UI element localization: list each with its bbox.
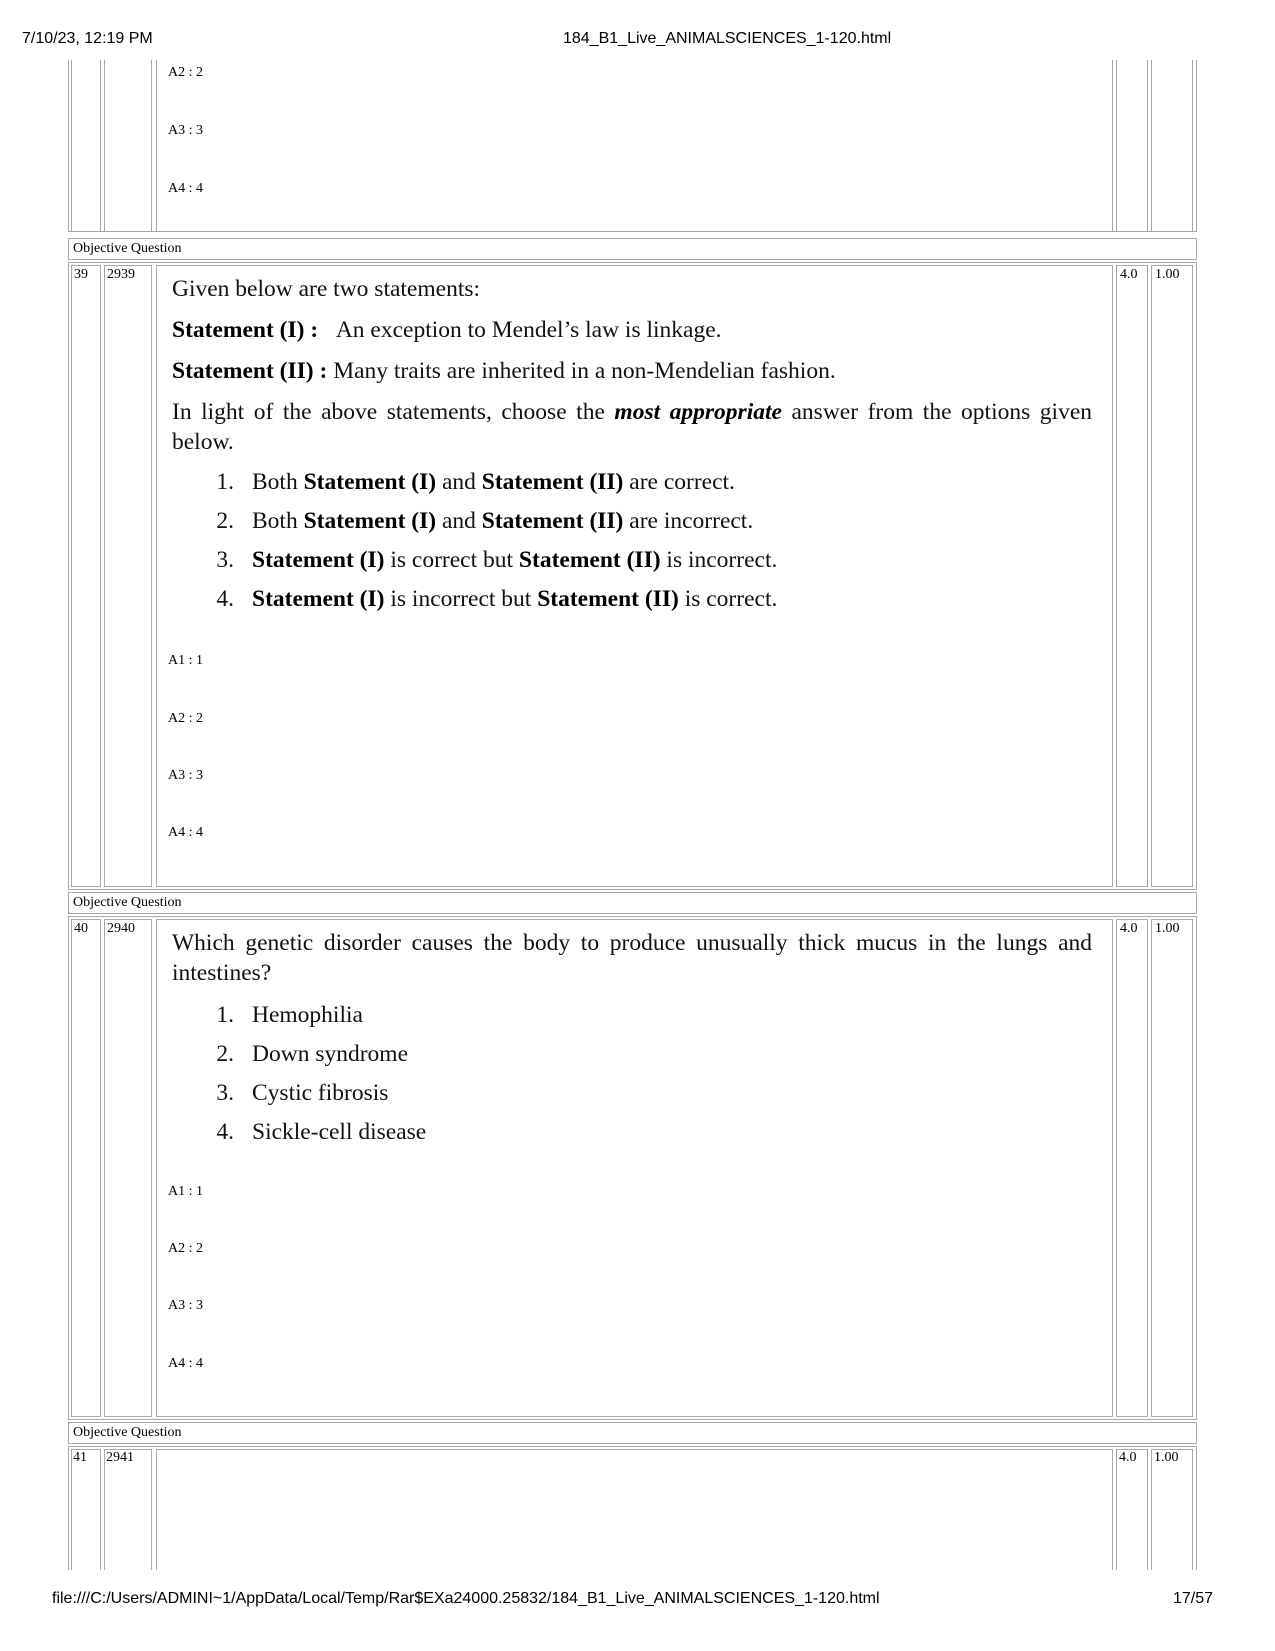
answer-option: A2 : 2 bbox=[168, 65, 203, 80]
file-path: file:///C:/Users/ADMINI~1/AppData/Local/Temp/Rar$EXa24000.25832/184_B1_Live_ANIMALSCIENCES_1-120.html bbox=[52, 1590, 880, 1607]
negative-marks: 1.00 bbox=[1155, 921, 1180, 936]
option-3: 3. Cystic fibrosis bbox=[216, 1080, 389, 1106]
question-instruction: In light of the above statements, choose the most appropriate answer from the options given below. bbox=[172, 399, 1093, 455]
option-4: 4. Sickle-cell disease bbox=[216, 1119, 427, 1145]
marks: 4.0 bbox=[1120, 267, 1138, 282]
statement-2: Statement (II) : Many traits are inherited in a non-Mendelian fashion. bbox=[172, 358, 836, 384]
serial-number: 41 bbox=[73, 1450, 87, 1465]
option-2: 2. Both Statement (I) and Statement (II) are incorrect. bbox=[216, 508, 754, 534]
question-id: 2941 bbox=[106, 1450, 134, 1465]
answer-option: A4 : 4 bbox=[168, 825, 203, 840]
answer-option: A3 : 3 bbox=[168, 1298, 203, 1313]
option-4: 4. Statement (I) is incorrect but Statement (II) is correct. bbox=[216, 586, 778, 612]
section-label: Objective Question bbox=[73, 895, 182, 910]
serial-number-cell bbox=[71, 919, 101, 1417]
marks: 4.0 bbox=[1119, 1450, 1137, 1465]
question-id-cell bbox=[104, 265, 152, 887]
serial-number: 40 bbox=[74, 921, 88, 936]
option-2: 2. Down syndrome bbox=[216, 1041, 408, 1067]
answer-option: A1 : 1 bbox=[168, 1184, 203, 1199]
question-text: Which genetic disorder causes the body to produce unusually thick mucus in the lungs and intestines? bbox=[172, 930, 1092, 986]
answer-option: A1 : 1 bbox=[168, 653, 203, 668]
section-label-row bbox=[68, 1422, 1197, 1444]
serial-number-cell bbox=[71, 265, 101, 887]
question-id: 2939 bbox=[107, 267, 135, 282]
negative-marks-cell bbox=[1151, 265, 1193, 887]
answer-option: A4 : 4 bbox=[168, 181, 203, 196]
answer-option: A2 : 2 bbox=[168, 1241, 203, 1256]
negative-marks: 1.00 bbox=[1154, 1450, 1179, 1465]
serial-number: 39 bbox=[74, 267, 88, 282]
answer-option: A2 : 2 bbox=[168, 711, 203, 726]
question-body-cell bbox=[156, 919, 1113, 1417]
answer-option: A3 : 3 bbox=[168, 123, 203, 138]
marks-cell bbox=[1116, 265, 1148, 887]
question-text bbox=[172, 274, 1092, 457]
options-list bbox=[172, 467, 1092, 627]
section-label: Objective Question bbox=[73, 1425, 182, 1440]
section-label: Objective Question bbox=[73, 241, 182, 256]
question-id-cell bbox=[104, 919, 152, 1417]
option-3: 3. Statement (I) is correct but Statement (II) is incorrect. bbox=[216, 547, 778, 573]
marks: 4.0 bbox=[1120, 921, 1138, 936]
answer-option: A3 : 3 bbox=[168, 768, 203, 783]
option-1: 1. Both Statement (I) and Statement (II) are correct. bbox=[216, 469, 735, 495]
question-id: 2940 bbox=[107, 921, 135, 936]
document-title: 184_B1_Live_ANIMALSCIENCES_1-120.html bbox=[563, 30, 892, 47]
print-datetime: 7/10/23, 12:19 PM bbox=[22, 30, 153, 47]
negative-marks-cell bbox=[1151, 919, 1193, 1417]
marks-cell bbox=[1116, 919, 1148, 1417]
option-1: 1. Hemophilia bbox=[216, 1002, 363, 1028]
section-label-row bbox=[68, 238, 1197, 260]
options-list bbox=[172, 1000, 1092, 1160]
answer-option: A4 : 4 bbox=[168, 1356, 203, 1371]
statement-1: Statement (I) : An exception to Mendel’s law is linkage. bbox=[172, 317, 722, 343]
section-label-row bbox=[68, 892, 1197, 914]
negative-marks: 1.00 bbox=[1155, 267, 1180, 282]
question-intro: Given below are two statements: bbox=[172, 276, 481, 302]
page-number: 17/57 bbox=[1173, 1590, 1214, 1607]
